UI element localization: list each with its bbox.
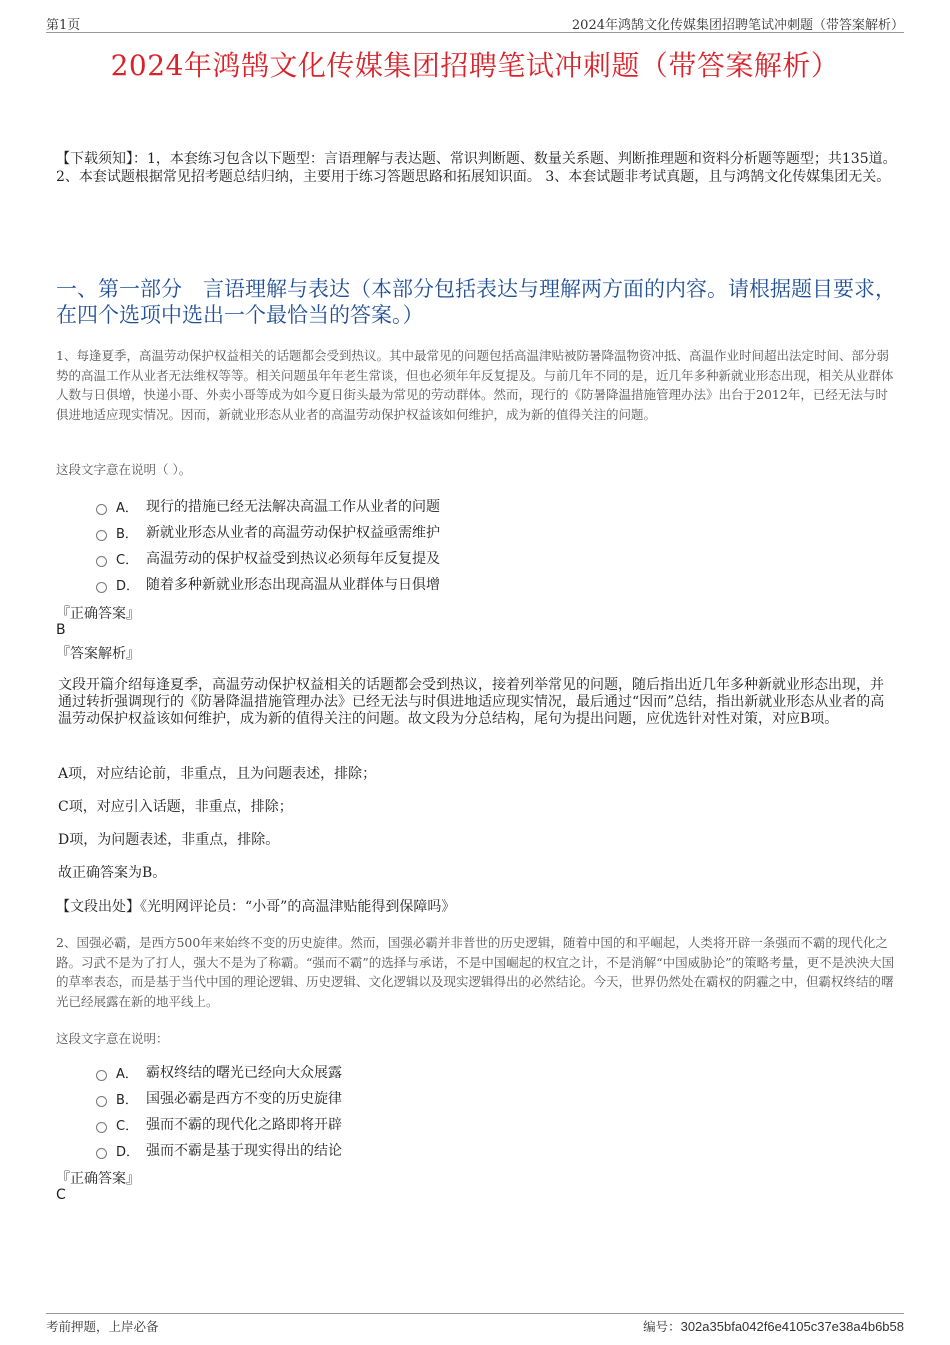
analysis-line: A项，对应结论前，非重点，且为问题表述，排除； xyxy=(58,766,377,782)
option-text: 强而不霸的现代化之路即将开辟 xyxy=(146,1117,342,1133)
text-source: 【文段出处】《光明网评论员：“小哥”的高温津贴能得到保障吗》 xyxy=(56,899,456,915)
analysis-line: D项，为问题表述，非重点，排除。 xyxy=(58,832,280,848)
analysis-label: 『答案解析』 xyxy=(56,646,140,662)
option-c[interactable] xyxy=(96,1111,596,1137)
option-text: 新就业形态从业者的高温劳动保护权益亟需维护 xyxy=(146,525,440,541)
option-text: 高温劳动的保护权益受到热议必须每年反复提及 xyxy=(146,551,440,567)
option-key: A． xyxy=(116,500,138,516)
radio-button[interactable] xyxy=(96,504,107,515)
page-header xyxy=(46,14,904,33)
radio-button[interactable] xyxy=(96,530,107,541)
question-1-prompt: 这段文字意在说明（ ）。 xyxy=(56,462,192,477)
analysis-line: C项，对应引入话题，非重点，排除； xyxy=(58,799,293,815)
option-key: D． xyxy=(116,578,140,594)
option-key: C． xyxy=(116,552,139,568)
option-d[interactable] xyxy=(96,571,596,597)
option-d[interactable] xyxy=(96,1137,596,1163)
analysis-paragraph: 文段开篇介绍每逢夏季，高温劳动保护权益相关的话题都会受到热议，接着列举常见的问题，随后指出近几年多种新就业形态出现，并通过转折强调现行的《防暑降温措施管理办法》已经无法与时俱进地适应现实情况，最后通过“因而”总结，指出新就业形态从业者的高温劳动保护权益该如何维护，成为新的值得关注的问题。故文段为分总结构，尾句为提出问题，应优选针对性对策，对应B项。 xyxy=(58,677,885,727)
answer-value: B xyxy=(56,622,66,638)
option-b[interactable] xyxy=(96,519,596,545)
option-key: D． xyxy=(116,1144,140,1160)
radio-button[interactable] xyxy=(96,1096,107,1107)
section-title: 一、第一部分 言语理解与表达（本部分包括表达与理解两方面的内容。请根据题目要求，在四个选项中选出一个最恰当的答案。） xyxy=(56,277,896,327)
option-b[interactable] xyxy=(96,1085,596,1111)
option-text: 随着多种新就业形态出现高温从业群体与日俱增 xyxy=(146,577,440,593)
option-key: C． xyxy=(116,1118,139,1134)
option-text: 强而不霸是基于现实得出的结论 xyxy=(146,1143,342,1159)
page-number: 第1页 xyxy=(46,18,81,33)
answer-label: 『正确答案』 xyxy=(56,1171,140,1187)
option-key: A． xyxy=(116,1066,138,1082)
radio-button[interactable] xyxy=(96,1148,107,1159)
option-text: 霸权终结的曙光已经向大众展露 xyxy=(146,1065,342,1081)
code-label: 编号： xyxy=(643,1319,681,1334)
option-key: B． xyxy=(116,526,138,542)
answer-label: 『正确答案』 xyxy=(56,606,140,622)
page-footer xyxy=(46,1313,904,1334)
download-notice: 【下载须知】：1，本套练习包含以下题型：言语理解与表达题、常识判断题、数量关系题、判断推理题和资料分析题等题型；共135道。 2、本套试题根据常见招考题总结归纳，主要用于练习答题思路和拓展知识面。 3、本套试题非考试真题，且与鸿鹄文化传媒集团无关。 xyxy=(56,151,897,185)
answer-value: C xyxy=(56,1187,66,1203)
option-key: B． xyxy=(116,1092,138,1108)
radio-button[interactable] xyxy=(96,1122,107,1133)
radio-button[interactable] xyxy=(96,1070,107,1081)
option-text: 国强必霸是西方不变的历史旋律 xyxy=(146,1091,342,1107)
question-2-text: 2、国强必霸，是西方500年来始终不变的历史旋律。然而，国强必霸并非普世的历史逻辑，随着中国的和平崛起，人类将开辟一条强而不霸的现代化之路。习武不是为了打人，强大不是为了称霸。“强而不霸”的选择与承诺，不是中国崛起的权宜之计，不是消解“中国威胁论”的策略考量，更不是泱泱大国的草率表态，而是基于当代中国的理论逻辑、历史逻辑、文化逻辑以及现实逻辑得出的必然结论。今天，世界仍然处在霸权的阴霾之中，但霸权终结的曙光已经展露在新的地平线上。 xyxy=(56,935,895,1009)
document-code xyxy=(643,1317,904,1335)
option-a[interactable] xyxy=(96,1059,596,1085)
radio-button[interactable] xyxy=(96,582,107,593)
radio-button[interactable] xyxy=(96,556,107,567)
option-c[interactable] xyxy=(96,545,596,571)
document-title: 2024年鸿鹄文化传媒集团招聘笔试冲刺题（带答案解析） xyxy=(110,49,840,82)
question-2-prompt: 这段文字意在说明： xyxy=(56,1031,169,1046)
code-value: 302a35bfa042f6e4105c37e38a4b6b58 xyxy=(680,1319,904,1334)
option-a[interactable] xyxy=(96,493,596,519)
question-2-options xyxy=(96,1059,596,1163)
header-doc-title: 2024年鸿鹄文化传媒集团招聘笔试冲刺题（带答案解析） xyxy=(571,18,904,33)
footer-slogan: 考前押题，上岸必备 xyxy=(46,1319,159,1334)
option-text: 现行的措施已经无法解决高温工作从业者的问题 xyxy=(146,499,440,515)
question-1-options xyxy=(96,493,596,597)
analysis-conclusion: 故正确答案为B。 xyxy=(58,865,167,881)
question-1-text: 1、每逢夏季，高温劳动保护权益相关的话题都会受到热议。其中最常见的问题包括高温津贴被防暑降温物资冲抵、高温作业时间超出法定时间、部分弱势的高温工作从业者无法维权等等。相关问题虽年年老生常谈，但也必须年年反复提及。与前几年不同的是，近几年多种新就业形态出现，相关从业群体人数与日俱增，快递小哥、外卖小哥等成为如今夏日街头最为常见的劳动群体。然而，现行的《防暑降温措施管理办法》出台于2012年，已经无法与时俱进地适应现实情况。因而，新就业形态从业者的高温劳动保护权益该如何维护，成为新的值得关注的问题。 xyxy=(56,348,894,422)
